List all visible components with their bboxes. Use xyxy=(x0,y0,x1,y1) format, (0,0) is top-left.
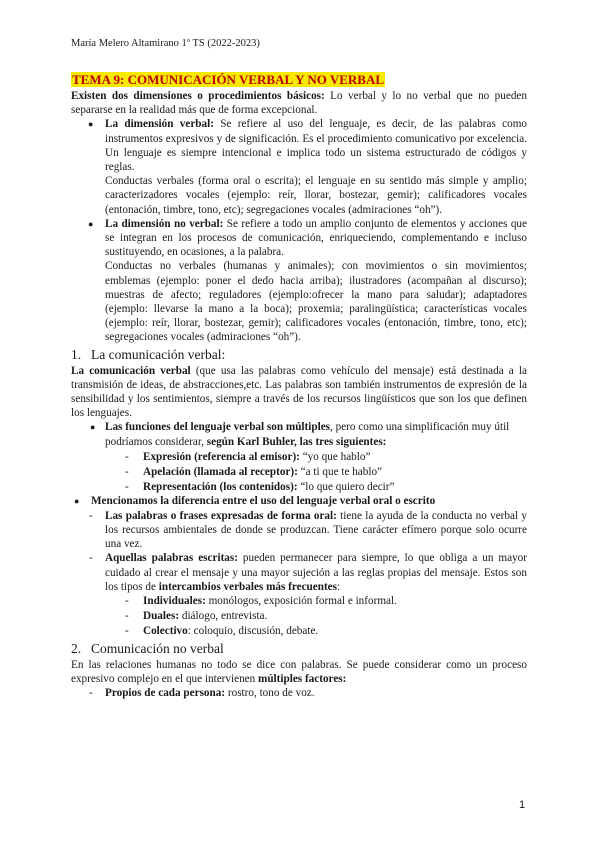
list-item-funcion: - Expresión (referencia al emisor): “yo que hablo” xyxy=(125,450,371,463)
intro-paragraph: Existen dos dimensiones o procedimientos básicos: Lo verbal y lo no verbal que no pueden separarse en la realidad más que de forma excepcional. xyxy=(71,90,527,117)
list-item-dimension-no-verbal: ● La dimensión no verbal: Se refiere a todo un amplio conjunto de elementos y acciones que se integran en los procesos de comunicación, enriqueciendo, complementando e incluso sustituyendo, en ocasiones, a la palabra. Conductas no verbales (humanas y animales); con movimientos o sin movimientos; emblemas (ejemplo: poner el dedo hacia arriba); ilustradores (acompañan al discurso); muestras de afecto; reguladores (ejemplo:ofrecer la mano para saludar); adaptadores (ejemplo: llevarse la mano a la boca); proxemia; paralingüística; características vocales (ejemplo: reír, llorar, bostezar, gemir); calificadores vocales (entonación, timbre, tono, etc); segregaciones vocales (admiraciones “oh”). xyxy=(88,217,527,344)
list-item-intercambio: - Individuales: monólogos, exposición formal e informal. xyxy=(125,594,397,607)
list-item-funciones: ● Las funciones del lenguaje verbal son múltiples, pero como una simplificación muy útil podríamos considerar, según Karl Buhler, las tres siguientes: xyxy=(90,421,510,448)
list-item-diferencia: ● Mencionamos la diferencia entre el uso del lenguaje verbal oral o escrito xyxy=(74,495,436,508)
section-2-paragraph: En las relaciones humanas no todo se dice con palabras. Se puede considerar como un proceso expresivo complejo en el que intervienen múltiples factores: xyxy=(71,658,527,685)
section-1-paragraph: La comunicación verbal (que usa las palabras como vehículo del mensaje) está destinada a la transmisión de ideas, de abstracciones,etc. Las palabras son también instrumentos de expresión de la sensibilidad y los sentimientos, siempre a través de los recursos lingüísticos que son los que definen los lenguajes. xyxy=(71,364,527,420)
list-item-funcion: - Representación (los contenidos): “lo que quiero decir” xyxy=(125,481,395,494)
list-item-propios: - Propios de cada persona: rostro, tono de voz. xyxy=(89,686,315,699)
list-item-oral: - Las palabras o frases expresadas de forma oral: tiene la ayuda de la conducta no verbal y los recursos ambientales de donde se produzcan. Tiene carácter efímero porque solo ocurre una vez. xyxy=(89,509,527,551)
list-item-dimension-verbal: ● La dimensión verbal: Se refiere al uso del lenguaje, es decir, de las palabras como instrumentos expresivos y de significación. Es el procedimiento comunicativo por excelencia. Un lenguaje es siempre intencional e implica todo un sistema estructurado de códigos y reglas. Conductas verbales (forma oral o escrita); el lenguaje en su sentido más simple y amplio; caracterizadores vocales (ejemplo: reír, llorar, bostezar, gemir); calificadores vocales (entonación, timbre, tono, etc); segregaciones vocales (admiraciones “oh”). xyxy=(88,118,527,216)
page-header: María Melero Altamirano 1º TS (2022-2023) xyxy=(71,38,260,49)
document-body xyxy=(71,72,527,700)
list-item-escrita: - Aquellas palabras escritas: pueden permanecer para siempre, lo que obliga a un mayor cuidado al crear el mensaje y una mayor sujeción a las reglas propias del mensaje. Estos son los tipos de intercambios verbales más frecuentes: xyxy=(89,552,527,593)
document-title: TEMA 9: COMUNICACIÓN VERBAL Y NO VERBAL xyxy=(72,72,385,87)
bullet-icon: ● xyxy=(74,496,80,507)
page-number: 1 xyxy=(519,799,526,811)
bullet-icon: ● xyxy=(88,119,94,130)
bullet-icon: ● xyxy=(88,218,94,229)
list-item-funcion: - Apelación (llamada al receptor): “a ti que te hablo” xyxy=(125,466,383,479)
list-item-intercambio: - Colectivo: coloquio, discusión, debate. xyxy=(125,625,319,638)
section-heading-2: 2. Comunicación no verbal xyxy=(71,640,224,656)
section-heading-1: 1. La comunicación verbal: xyxy=(71,346,226,362)
list-item-intercambio: - Duales: diálogo, entrevista. xyxy=(125,610,268,623)
bullet-icon: ● xyxy=(90,422,96,433)
